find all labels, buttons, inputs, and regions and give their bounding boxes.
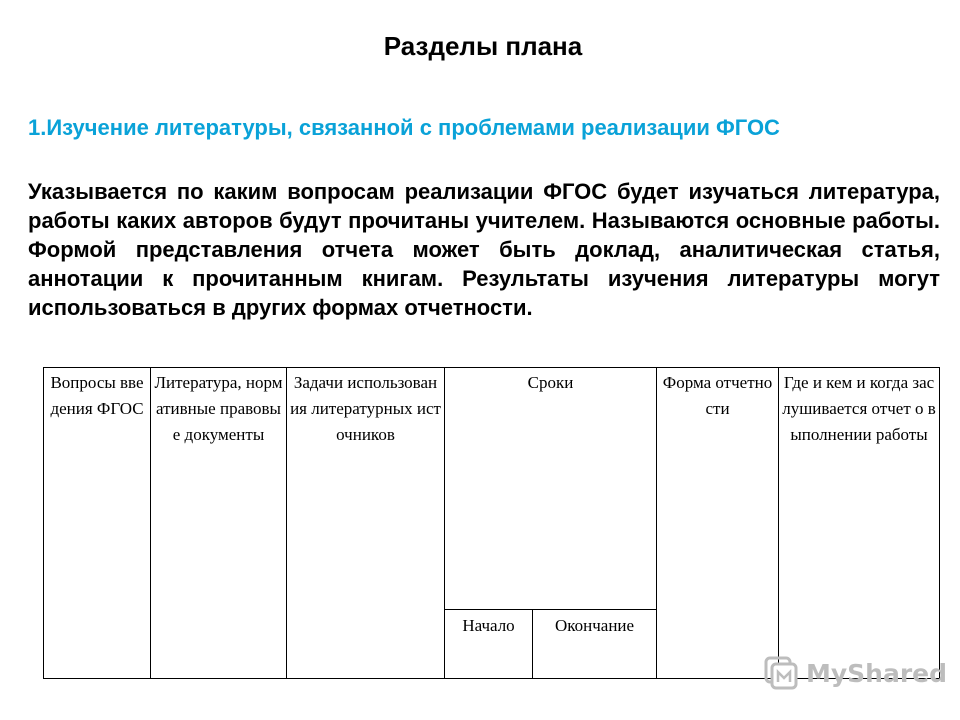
header-cell-tasks: Задачи использования литературных источников [287,368,445,679]
header-cell-questions: Вопросы введения ФГОС [44,368,151,679]
section-description: Указывается по каким вопросам реализации ФГОС будет изучаться литература, работы каких авторов будут прочитаны учителем. Называются основные работы. Формой представления отчета может быть доклад, аналитическая статья, аннотации к прочитанным книгам. Результаты изучения литературы могут использоваться в других формах отчетности. [28,179,940,320]
watermark [764,655,947,691]
table-header-row [44,368,940,610]
watermark-text: MyShared [806,658,948,688]
header-cell-literature: Литература, нормативные правовые документы [151,368,287,679]
header-cell-report-review: Где и кем и когда заслушивается отчет о выполнении работы [779,368,940,679]
plan-table [43,367,940,679]
subheader-cell-end: Окончание [533,610,657,679]
slide-title: Разделы плана [383,31,583,61]
header-cell-report-form: Форма отчетности [657,368,779,679]
myshared-logo-icon [764,656,798,690]
section-heading: 1.Изучение литературы, связанной с проблемами реализации ФГОС [28,115,780,140]
subheader-cell-start: Начало [445,610,533,679]
header-cell-dates: Сроки [445,368,657,610]
